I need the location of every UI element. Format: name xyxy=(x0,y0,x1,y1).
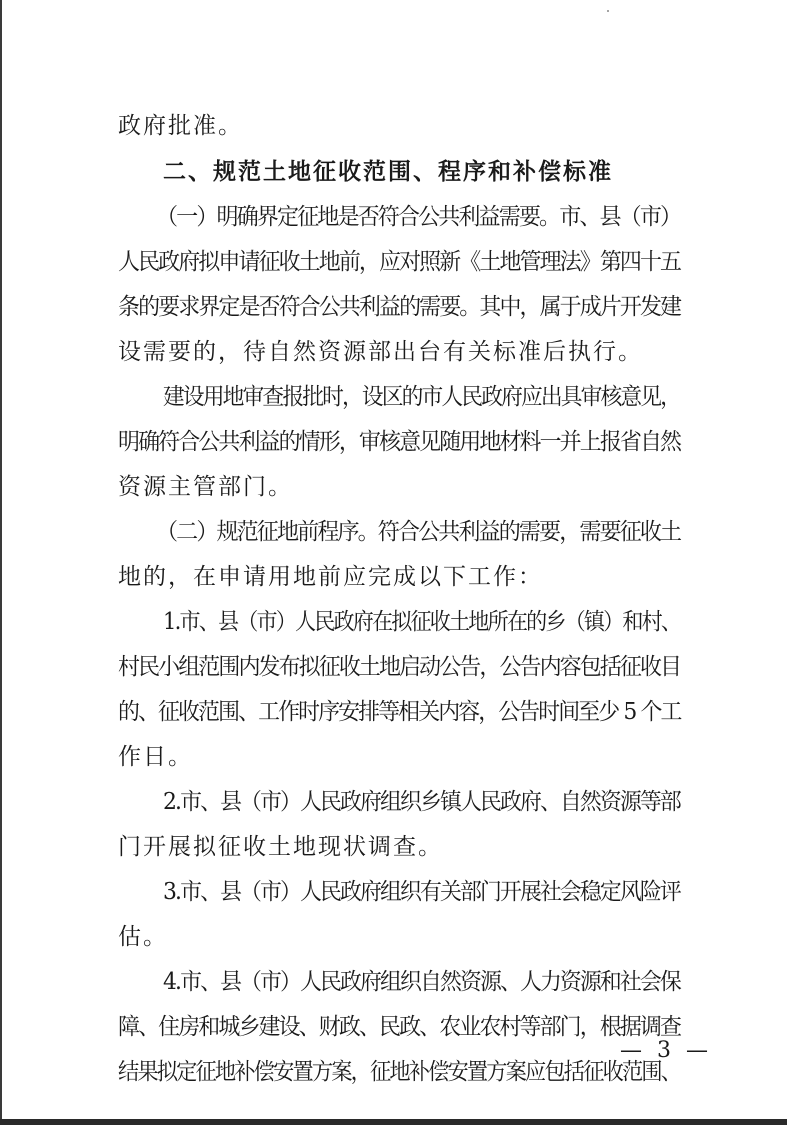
text-line: 明确符合公共利益的情形，审核意见随用地材料一并上报省自然 xyxy=(118,429,681,455)
scan-bottom-edge xyxy=(0,1119,787,1125)
text-line: 作日。 xyxy=(118,744,193,770)
text-line: 条的要求界定是否符合公共利益的需要。其中，属于成片开发建 xyxy=(118,294,681,320)
text-line: 建设用地审查报批时，设区的市人民政府应出具审核意见， xyxy=(163,384,681,410)
text-line: 地的，在申请用地前应完成以下工作： xyxy=(118,564,543,590)
text-line: 结果拟定征地补偿安置方案，征地补偿安置方案应包括征收范围、 xyxy=(118,1059,681,1085)
text-line: （二）规范征地前程序。符合公共利益的需要，需要征收土 xyxy=(156,519,681,545)
text-line: （一）明确界定征地是否符合公共利益需要。市、县（市） xyxy=(156,204,681,230)
scan-left-edge xyxy=(0,0,2,1125)
page-number: — 3 — xyxy=(620,1038,712,1063)
text-line: 1.市、县（市）人民政府在拟征收土地所在的乡（镇）和村、 xyxy=(163,609,681,635)
text-line: 的、征收范围、工作时序安排等相关内容，公告时间至少 5 个工 xyxy=(118,699,681,725)
text-line: 3.市、县（市）人民政府组织有关部门开展社会稳定风险评 xyxy=(163,879,680,905)
text-line: 障、住房和城乡建设、财政、民政、农业农村等部门，根据调查 xyxy=(118,1014,681,1040)
text-line: 村民小组范围内发布拟征收土地启动公告，公告内容包括征收目 xyxy=(118,654,681,680)
text-line: 2.市、县（市）人民政府组织乡镇人民政府、自然资源等部 xyxy=(163,789,680,815)
section-heading: 二、规范土地征收范围、程序和补偿标准 xyxy=(163,159,613,185)
text-line: 资源主管部门。 xyxy=(118,474,293,500)
text-line: 政府批准。 xyxy=(118,113,243,139)
text-line: 设需要的，待自然资源部出台有关标准后执行。 xyxy=(118,339,643,365)
text-line: 4.市、县（市）人民政府组织自然资源、人力资源和社会保 xyxy=(163,969,680,995)
text-line: 估。 xyxy=(118,924,168,950)
scan-speck xyxy=(607,10,609,12)
text-line: 门开展拟征收土地现状调查。 xyxy=(118,834,443,860)
text-line: 人民政府拟申请征收土地前，应对照新《土地管理法》第四十五 xyxy=(118,249,681,275)
